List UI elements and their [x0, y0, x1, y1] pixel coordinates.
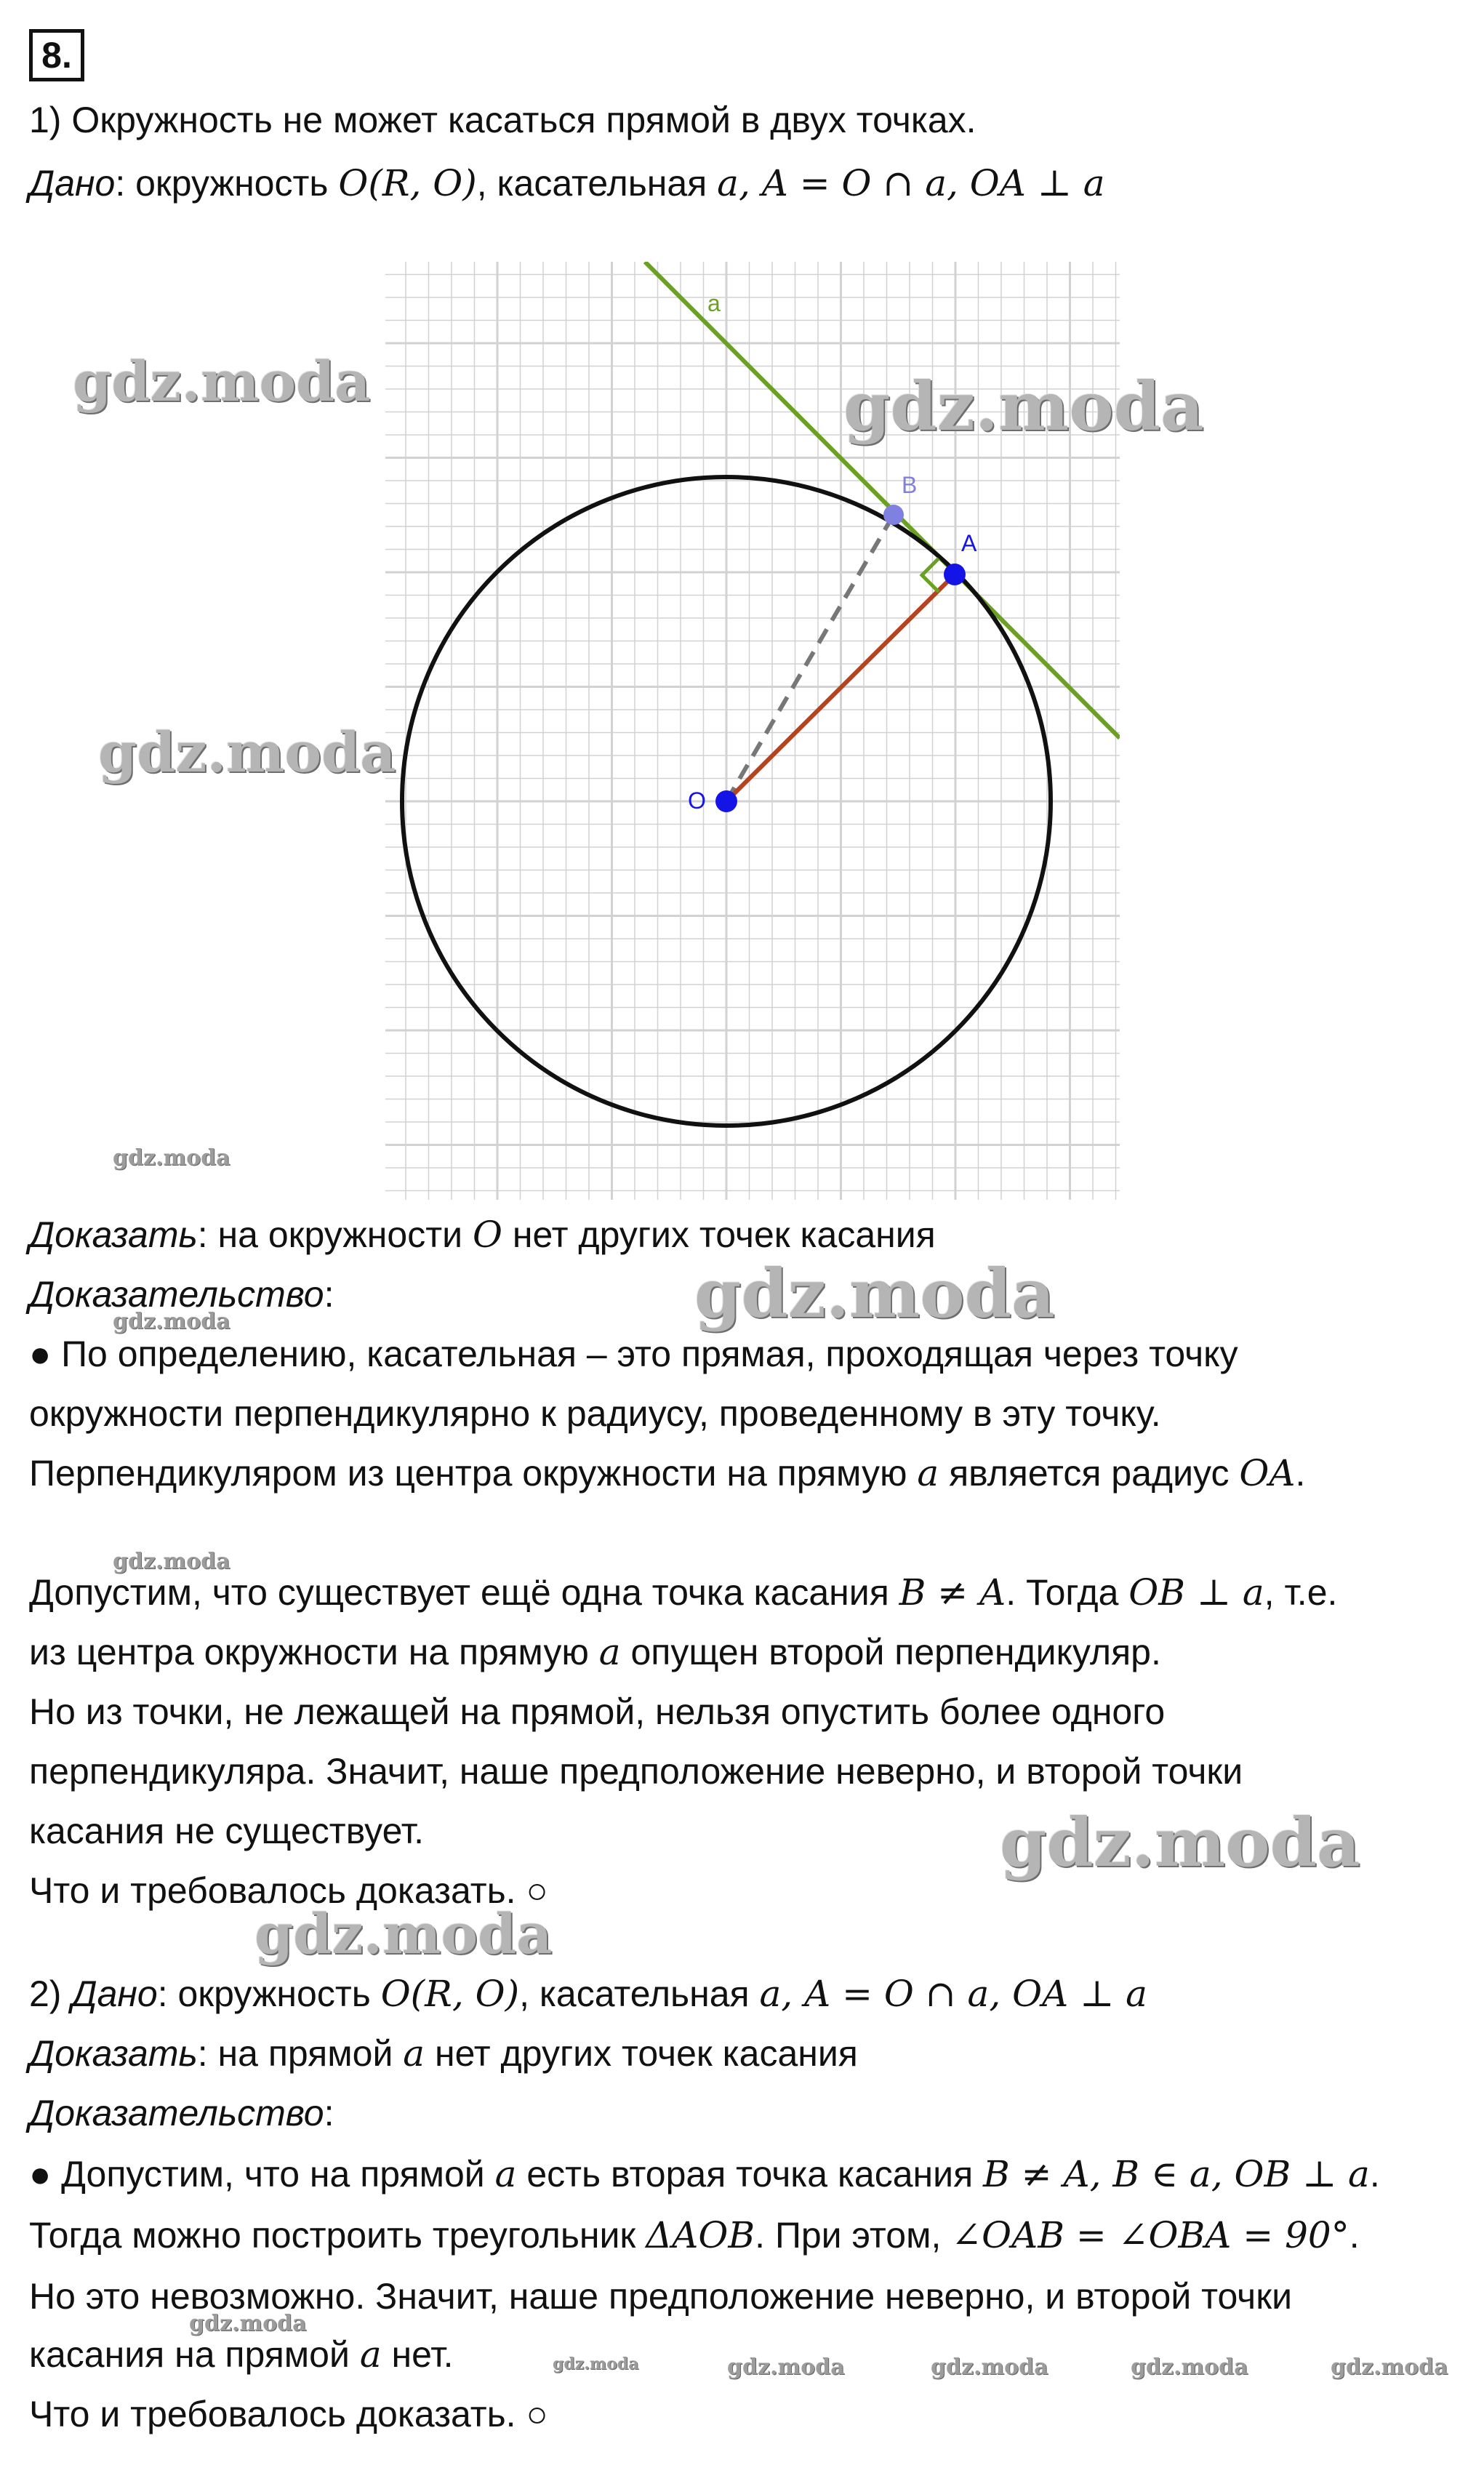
- given-label: Дано: [29, 163, 116, 204]
- watermark: gdz.moda: [727, 2354, 845, 2380]
- point-o: [715, 790, 737, 812]
- part2-proof-line-4: касания на прямой a нет.: [29, 2333, 454, 2376]
- part1-qed: Что и требовалось доказать. ○: [29, 1870, 548, 1911]
- point-b: [883, 505, 904, 525]
- part1-prove: Доказать: на окружности O нет других точек касания: [29, 1214, 936, 1256]
- part2-proof-line-1: ● Допустим, что на прямой a есть вторая точка касания B ≠ A, B ∈ a, OB ⊥ a.: [29, 2153, 1380, 2195]
- part1-proof-line-2: окружности перпендикулярно к радиусу, проведенному в эту точку.: [29, 1393, 1161, 1434]
- watermark: gdz.moda: [553, 2354, 639, 2373]
- watermark: gdz.moda: [254, 1901, 553, 1966]
- watermark: gdz.moda: [113, 1145, 230, 1171]
- watermark: gdz.moda: [98, 720, 396, 785]
- watermark: gdz.moda: [694, 1254, 1055, 1333]
- tangent-line-a: [645, 262, 1120, 738]
- part1-given: Дано: окружность O(R, O), касательная a, A = O ∩ a, OA ⊥ a: [29, 162, 1105, 204]
- watermark: gdz.moda: [931, 2354, 1048, 2380]
- label-point-a: A: [961, 530, 977, 556]
- part2-qed: Что и требовалось доказать. ○: [29, 2394, 548, 2434]
- part2-proof-line-2: Тогда можно построить треугольник ΔAOB. При этом, ∠OAB = ∠OBA = 90°.: [29, 2214, 1360, 2256]
- part1-proof-line-5: из центра окружности на прямую a опущен второй перпендикуляр.: [29, 1631, 1161, 1673]
- watermark: gdz.moda: [1000, 1803, 1360, 1882]
- part1-proof-line-3: Перпендикуляром из центра окружности на прямую a является радиус OA.: [29, 1452, 1306, 1494]
- label-point-b: B: [902, 472, 918, 498]
- part1-proof-label: Доказательство:: [29, 1274, 334, 1315]
- task-number: 8.: [29, 29, 84, 81]
- label-line-a: a: [707, 290, 721, 316]
- part2-prove: Доказать: на прямой a нет других точек касания: [29, 2032, 858, 2075]
- watermark: gdz.moda: [113, 1549, 230, 1574]
- watermark: gdz.moda: [1131, 2354, 1248, 2380]
- watermark: gdz.moda: [73, 349, 371, 414]
- part2-given: 2) Дано: окружность O(R, O), касательная a, A = O ∩ a, OA ⊥ a: [29, 1973, 1147, 2015]
- watermark: gdz.moda: [113, 1309, 230, 1334]
- point-a: [944, 564, 966, 585]
- part1-proof-line-1: ● По определению, касательная – это прямая, проходящая через точку: [29, 1334, 1238, 1374]
- watermark: gdz.moda: [189, 2311, 307, 2336]
- label-point-o: O: [688, 787, 706, 814]
- part2-proof-label: Доказательство:: [29, 2093, 334, 2133]
- watermark: gdz.moda: [1331, 2354, 1448, 2380]
- part1-proof-line-6: Но из точки, не лежащей на прямой, нельзя опустить более одного: [29, 1691, 1166, 1732]
- part1-proof-line-4: Допустим, что существует ещё одна точка касания B ≠ A. Тогда OB ⊥ a, т.е.: [29, 1571, 1338, 1614]
- part2-proof-line-3: Но это невозможно. Значит, наше предположение неверно, и второй точки: [29, 2276, 1293, 2317]
- part1-proof-line-7: перпендикуляра. Значит, наше предположение неверно, и второй точки: [29, 1751, 1243, 1792]
- watermark: gdz.moda: [843, 367, 1204, 446]
- right-angle-mark: [922, 558, 939, 592]
- part1-title: 1) Окружность не может касаться прямой в двух точках.: [29, 100, 976, 140]
- part1-proof-line-8: касания не существует.: [29, 1811, 424, 1851]
